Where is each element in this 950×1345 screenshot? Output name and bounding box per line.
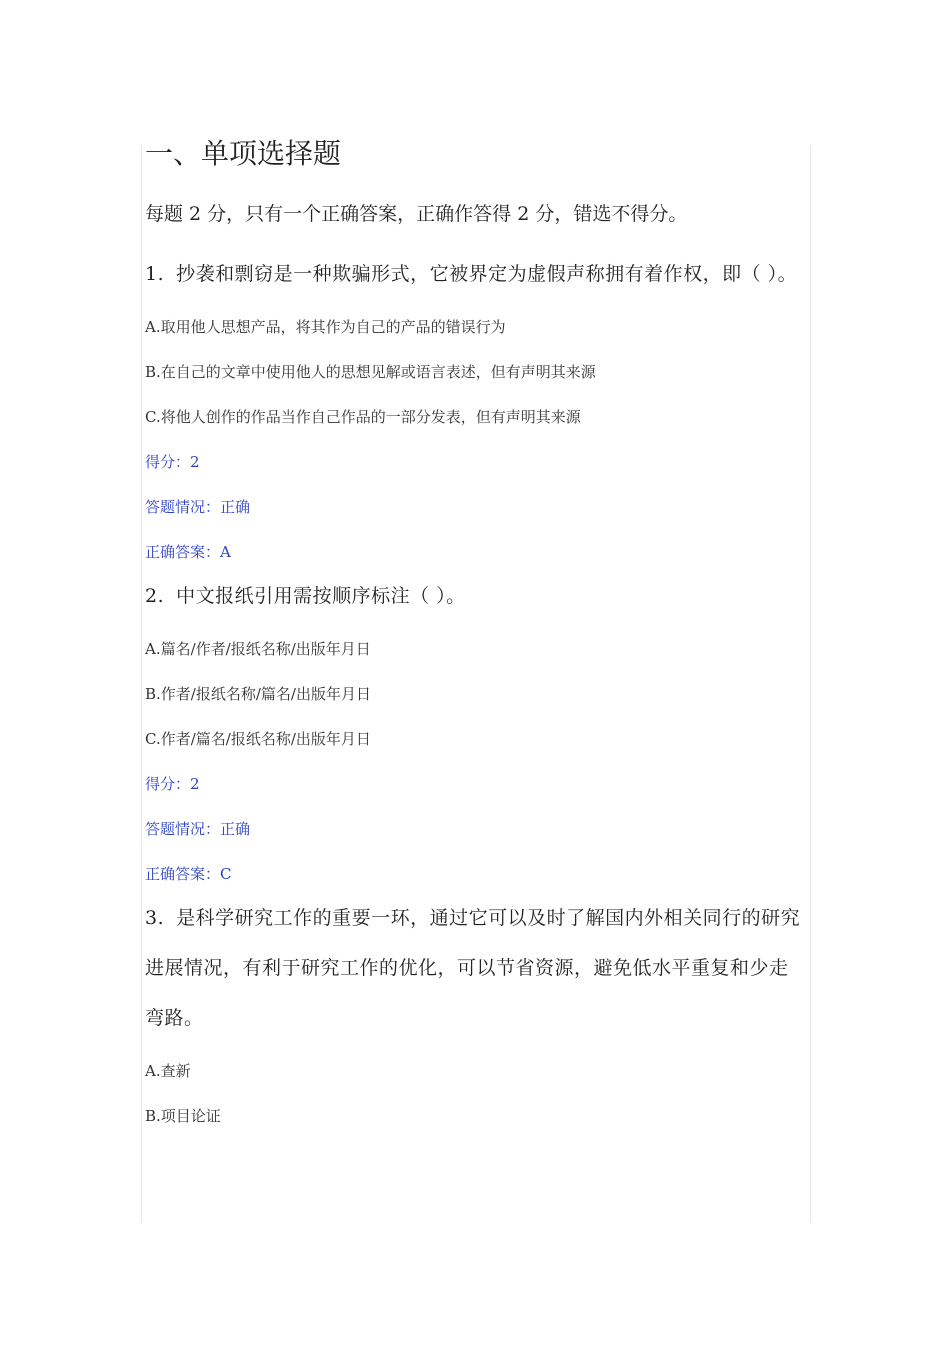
answer-status: 答题情况：正确 <box>145 820 251 838</box>
correct-answer: 正确答案：A <box>145 543 231 561</box>
option-a: A.查新 <box>145 1062 191 1080</box>
question-text: 中文报纸引用需按顺序标注（ ）。 <box>176 585 466 607</box>
question-2 <box>145 571 805 897</box>
option-a: A.篇名/作者/报纸名称/出版年月日 <box>145 640 371 658</box>
score-label: 得分：2 <box>145 453 200 471</box>
option-c: C.将他人创作的作品当作自己作品的一部分发表，但有声明其来源 <box>145 408 581 426</box>
question-stem <box>145 249 805 299</box>
question-text: 是科学研究工作的重要一环，通过它可以及时了解国内外相关同行的研究进展情况，有利于研究工作的优化，可以节省资源，避免低水平重复和少走弯路。 <box>145 907 801 1029</box>
question-stem <box>145 893 805 1043</box>
question-text: 抄袭和剽窃是一种欺骗形式，它被界定为虚假声称拥有着作权，即（ ）。 <box>176 263 798 285</box>
option-c: C.作者/篇名/报纸名称/出版年月日 <box>145 730 371 748</box>
question-number: 3. <box>145 907 165 929</box>
section-instructions: 每题 2 分，只有一个正确答案，正确作答得 2 分，错选不得分。 <box>145 203 688 225</box>
correct-answer: 正确答案：C <box>145 865 232 883</box>
option-a: A.取用他人思想产品，将其作为自己的产品的错误行为 <box>145 318 506 336</box>
score-label: 得分：2 <box>145 775 200 793</box>
option-b: B.作者/报纸名称/篇名/出版年月日 <box>145 685 371 703</box>
question-number: 1. <box>145 263 165 285</box>
question-1 <box>145 249 805 575</box>
question-number: 2. <box>145 585 165 607</box>
option-b: B.项目论证 <box>145 1107 221 1125</box>
document-content <box>145 132 805 1139</box>
answer-status: 答题情况：正确 <box>145 498 251 516</box>
question-3 <box>145 893 805 1139</box>
option-b: B.在自己的文章中使用他人的思想见解或语言表述，但有声明其来源 <box>145 363 596 381</box>
question-stem <box>145 571 805 621</box>
section-title: 一、单项选择题 <box>145 137 342 170</box>
